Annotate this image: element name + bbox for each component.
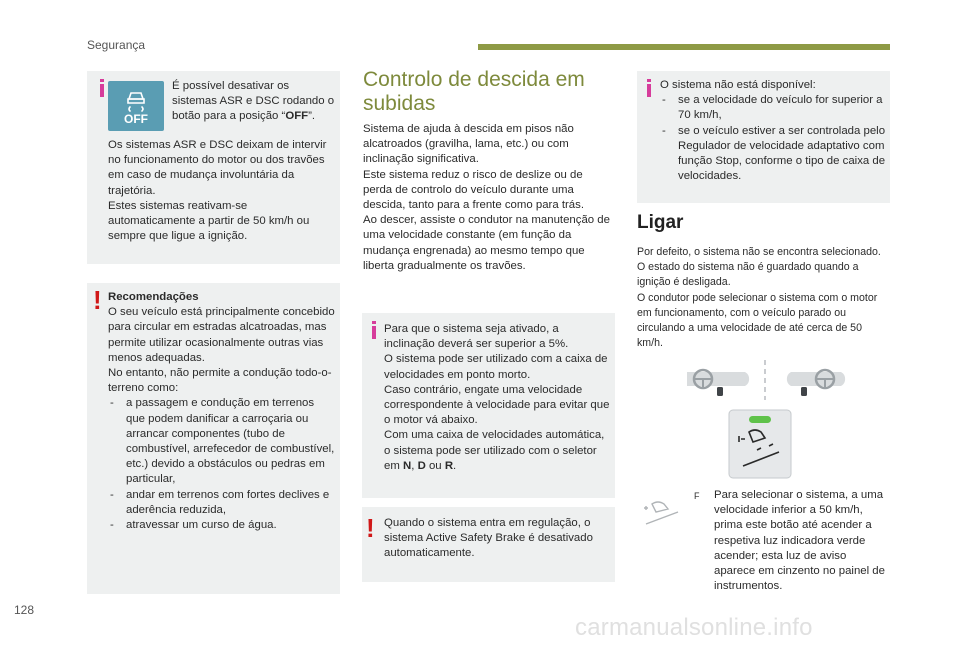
asr-dsc-off-icon xyxy=(108,81,164,131)
seat-icon xyxy=(801,387,807,396)
car-skid-icon xyxy=(108,81,164,115)
activation-conditions: Para que o sistema seja ativado, a inclinação deverá ser superior a 5%. O sistema pode ser utilizado com a caixa de velocidades em ponto morto. Caso contrário, engate uma velocidade correspondente à velocidade para evitar que o motor vá abaixo. Com uma caixa de velocidades automática, o sistema pode ser utilizado com o seletor em N, D ou R. xyxy=(384,323,610,472)
hadc-button-illustration xyxy=(683,354,853,484)
list-item: - a passagem e condução em terrenos que podem danificar a carroçaria ou arrancar componentes (tubo de combustível, arrefecedor de combustível, etc.) devido a obstáculos ou pedras em particular, xyxy=(108,396,336,487)
page-number: 128 xyxy=(14,603,35,617)
unavailable-conditions: O sistema não está disponível: - se a velocidade do veículo for superior a 70 km/h, - se o veículo estiver a ser controlada pelo Regulador de velocidade adaptativo com função Stop, conforme o tipo de caixa de velocidades. xyxy=(660,78,886,184)
header-rule xyxy=(478,44,890,50)
list-item: - atravessar um curso de água. xyxy=(108,518,336,533)
hadc-description: Sistema de ajuda à descida em pisos não alcatroados (gravilha, lama, etc.) ou com inclinação significativa. Este sistema reduz o risco de deslize ou de perda de controlo do veículo durante uma descida, tanto para a frente como para trás. Ao descer, assiste o condutor na manutenção de uma velocidade constante (em função da mudança engrenada) ao mesmo tempo que liberta gradualmente os travões. xyxy=(363,123,610,272)
list-item: - andar em terrenos com fortes declives e aderência reduzida, xyxy=(108,488,336,518)
watermark: carmanualsonline.info xyxy=(575,614,813,641)
ligar-description: Por defeito, o sistema não se encontra selecionado. O estado do sistema não é guardado quando a ignição é desligada. O condutor pode selecionar o sistema com o motor em funcionamento, com o veículo parado ou circulando a uma velocidade de até cerca de 50 km/h. xyxy=(637,246,881,350)
hill-descent-icon xyxy=(640,498,682,528)
ligar-heading: Ligar xyxy=(637,212,684,233)
list-item: - se a velocidade do veículo for superior a 70 km/h, xyxy=(660,93,886,123)
hill-descent-small-icon xyxy=(640,498,682,528)
dashboard-illustration xyxy=(683,354,853,484)
warning-icon: ! xyxy=(366,513,375,543)
asr-dsc-description: Os sistemas ASR e DSC deixam de intervir no funcionamento do motor ou dos travões em caso de mudança involuntária da trajetória. Estes sistemas reativam-se automaticamente a partir de 50 km/h ou sempre que ligue a ignição. xyxy=(108,139,327,243)
warning-icon: ! xyxy=(93,285,102,315)
active-safety-brake-text: Quando o sistema entra em regulação, o sistema Active Safety Brake é desativado automaticamente. xyxy=(384,517,593,560)
off-label: OFF xyxy=(124,112,148,126)
list-item: - se o veículo estiver a ser controlada pelo Regulador de velocidade adaptativo com função Stop, conforme o tipo de caixa de velocidades. xyxy=(660,124,886,185)
recommendations-title: Recomendações xyxy=(108,291,199,303)
step-marker: F xyxy=(694,491,700,501)
green-indicator-light xyxy=(749,416,771,423)
section-heading: Controlo de descida em subidas xyxy=(363,68,585,115)
recommendations-text: Recomendações O seu veículo está principalmente concebido para circular em estradas alcatroadas, mas permite utilizar ocasionalmente outras vias menos adequadas. No entanto, não permite a condução todo-o-terreno como: - a passagem e condução em terrenos que podem danificar a carroçaria ou arrancar componentes (tubo de combustível, arrefecedor de combustível, etc.) devido a obstáculos ou pedras em particular, - andar em terrenos com fortes declives e aderência reduzida, - atravessar um curso de água. xyxy=(108,290,336,533)
info-icon xyxy=(641,79,657,97)
asr-dsc-intro: É possível desativar os sistemas ASR e DSC rodando o botão para a posição “OFF”. xyxy=(172,80,335,123)
unavailable-list xyxy=(660,93,886,184)
info-icon xyxy=(366,321,382,339)
seat-icon xyxy=(717,387,723,396)
recommendations-list xyxy=(108,396,336,533)
section-title: Segurança xyxy=(87,38,146,52)
step-instruction: F Para selecionar o sistema, a uma velocidade inferior a 50 km/h, prima este botão até acender a respetiva luz indicadora verde acender; esta luz de aviso aparece em cinzento no painel de instrumentos. xyxy=(694,489,885,593)
